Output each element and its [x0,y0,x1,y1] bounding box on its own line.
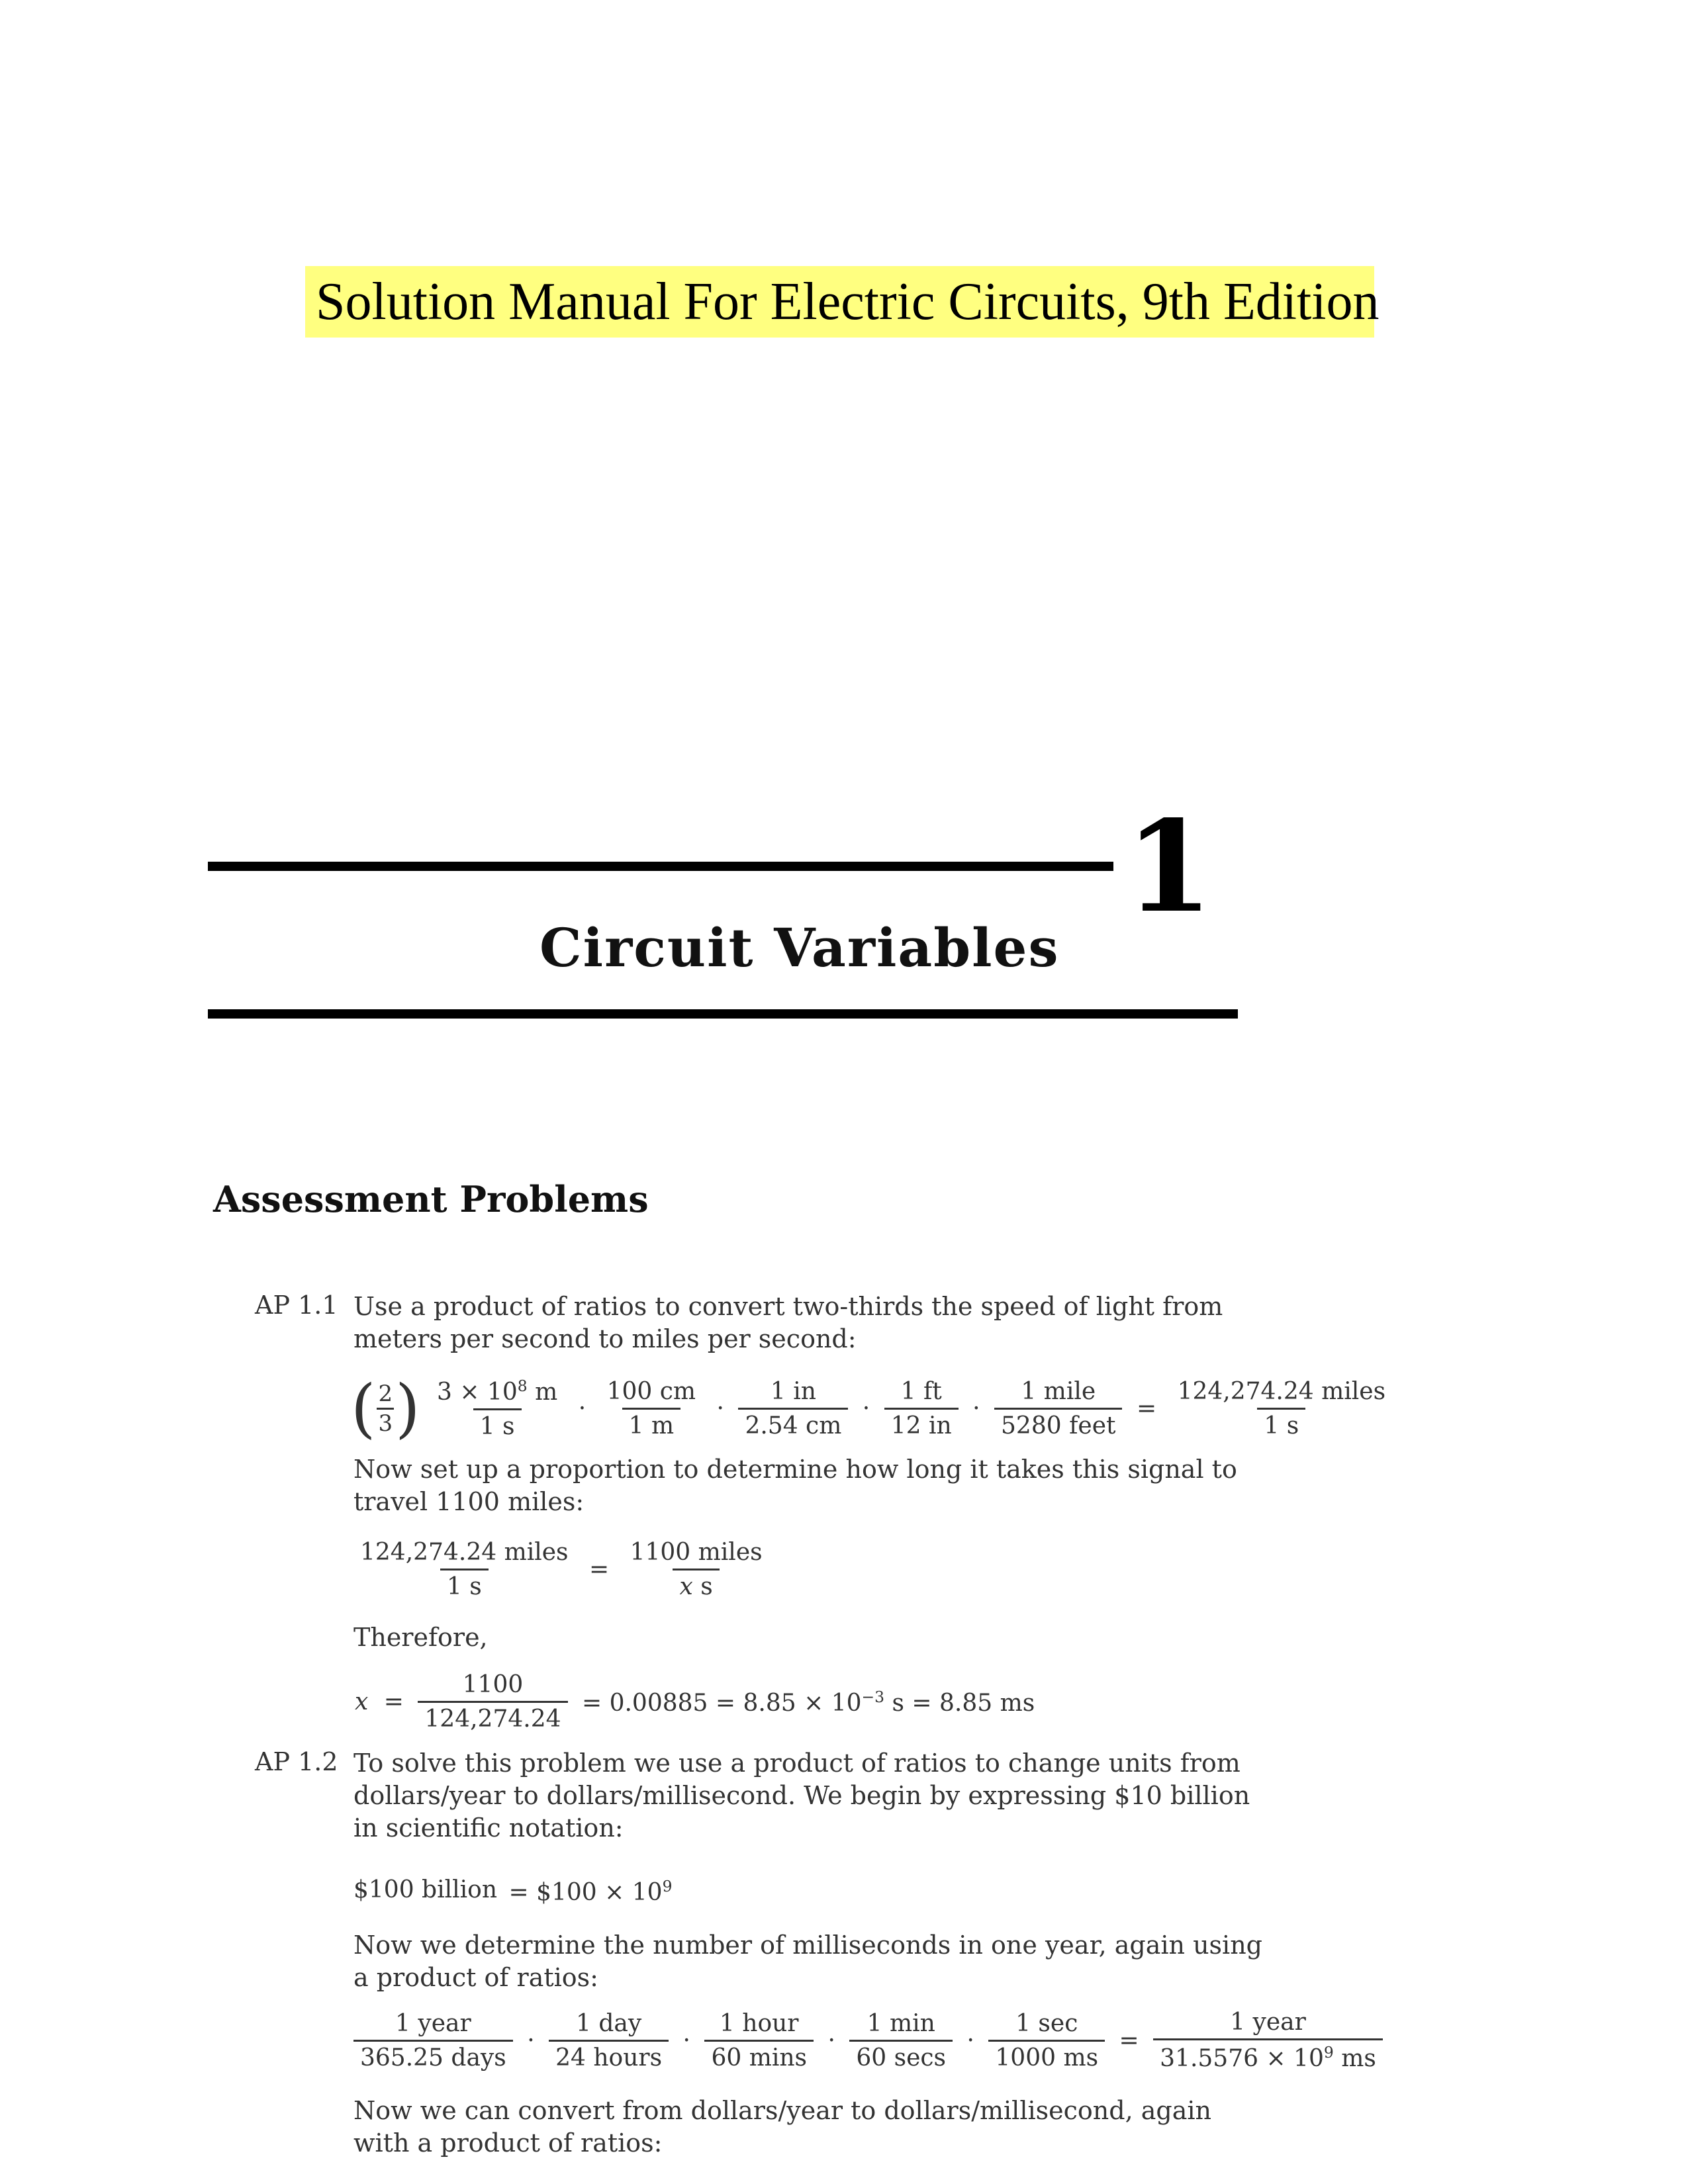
problem-intro-ap11: Use a product of ratios to convert two-thirds the speed of light from meters per second to miles per second: [353,1292,1223,1353]
ratio-mile-per-ft: $\frac{\text{1 mile}}{\text{5280 feet}}$ [994,1378,1122,1439]
ratio-result-year: $\frac{\text{1 year}}{31.5576 \times 10^9 ms}$ [1153,2009,1383,2072]
ratio-hour-per-mins: $\frac{\text{1 hour}}{60 \min s}$ [704,2010,814,2071]
ratio-cm-per-m: $\frac{100 cm}{1 m}$ [606,1377,696,1439]
proportion-intro-text: Now set up a proportion to determine how long it takes this signal to travel 1100 miles: [353,1455,1237,1516]
problem-label-ap11: AP 1.1 [255,1291,338,1320]
therefore-text: Therefore, [353,1623,488,1652]
proportion-right: $\frac{\text{1100 miles}}{\text{x s}}$ [630,1539,763,1600]
travel-time-fraction: $\frac{1100}{124,274.24}$ [418,1671,567,1733]
ratio-min-per-secs: $\frac{1 \min}{60 \sec s}$ [849,2010,953,2071]
ratio-speed: $\frac{3 \times 10^8 m}{1 s}$ [437,1377,558,1440]
section-title: Assessment Problems [213,1178,649,1220]
equation-ms-per-year: $\frac{\text{1 year}}{\text{365.25 days}}$ · $\frac{\text{1 day}}{\text{24 hours}}$ · $\frac{\text{1 hour}}{60 \min s}$ · $\frac{1 \min}{60 \sec s}$ · $\frac{1 \sec}{1000 ms}$ = $\frac{\text{1 year}}{31.5576 \times 10^9 ms}$ [351,2009,1385,2072]
ratio-year-per-days: $\frac{\text{1 year}}{\text{365.25 days}}$ [353,2010,513,2071]
equation-speed-conversion: ( $\frac{2}{3}$ ) $\frac{3 \times 10^8 m}{1 s}$ · $\frac{100 cm}{1 m}$ · $\frac{1 in}{2.54 cm}$ · $\frac{1 ft}{12 in}$ · $\frac{\text{1 mile}}{\text{5280 feet}}$ = $\frac{\text{124,274.24 miles}}{1 s}$ [351,1377,1395,1440]
ratio-in-per-cm: $\frac{1 in}{2.54 cm}$ [738,1378,848,1439]
chapter-top-rule [208,862,1113,871]
problem-intro-ap12: To solve this problem we use a product of ratios to change units from dollars/year to dollars/millisecond. We begin by expressing $10 billion in scientific notation: [353,1749,1250,1843]
equation-scientific-notation: $100 billion = $100 × $10^9$ [353,1876,673,1906]
ratio-sec-per-ms: $\frac{1 \sec}{1000 ms}$ [988,2010,1105,2071]
document-banner: Solution Manual For Electric Circuits, 9th Edition [305,266,1374,338]
ratio-ft-per-in: $\frac{1 ft}{12 in}$ [884,1378,959,1439]
chapter-number: 1 [1125,793,1213,940]
equation-travel-time: x = $\frac{1100}{124,274.24}$ = $0.00885 = 8.85 \times 10^{-3}$ s = 8.85 ms [355,1671,1035,1733]
proportion-left: $\frac{\text{124,274.24 miles}}{1 s}$ [360,1539,569,1600]
milliseconds-intro-text: Now we determine the number of milliseconds in one year, again using a product of ratios: [353,1931,1262,1992]
equation-proportion: $\frac{\text{124,274.24 miles}}{1 s}$ = $\frac{\text{1100 miles}}{\text{x s}}$ [351,1539,772,1600]
ratio-result-speed: $\frac{\text{124,274.24 miles}}{1 s}$ [1177,1377,1386,1439]
chapter-bottom-rule [208,1009,1238,1019]
conversion-intro-text: Now we can convert from dollars/year to dollars/millisecond, again with a product of ratios: [353,2096,1212,2158]
ratio-day-per-hours: $\frac{\text{1 day}}{\text{24 hours}}$ [549,2010,669,2071]
problem-label-ap12: AP 1.2 [255,1747,338,1776]
chapter-title: Circuit Variables [539,917,1060,979]
two-thirds-factor: ( $\frac{2}{3}$ ) [351,1371,420,1445]
